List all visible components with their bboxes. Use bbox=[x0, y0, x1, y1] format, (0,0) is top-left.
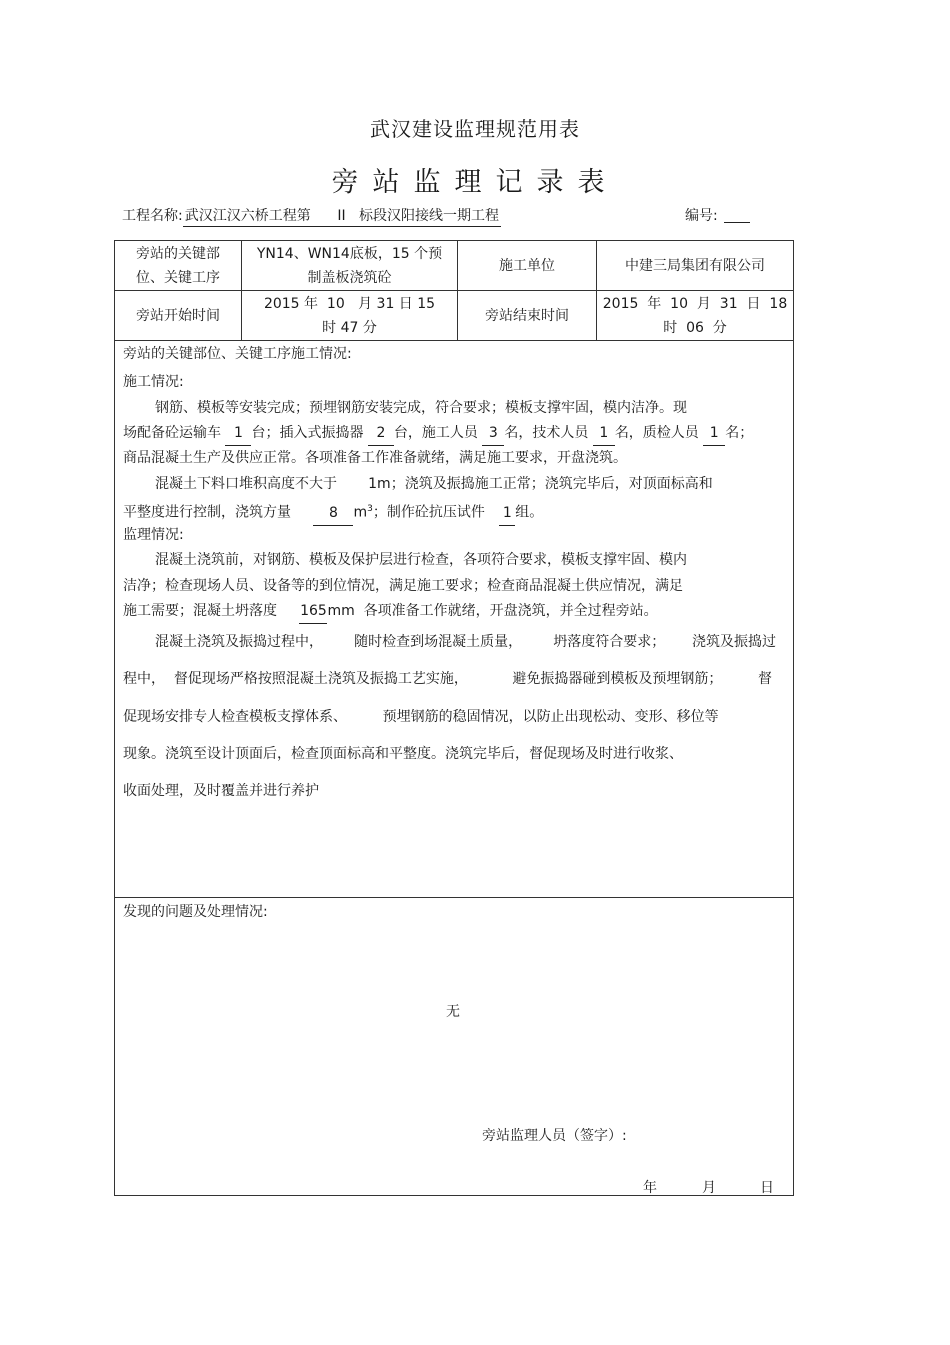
construction-line-1: 钢筋、模板等安装完成；预埋钢筋安装完成，符合要求；模板支撑牢固，模内洁净。现 bbox=[155, 400, 687, 416]
supervision-record-table bbox=[114, 240, 794, 1196]
construction-heading: 施工情况: bbox=[123, 374, 184, 390]
key-part-label-line2: 位、关键工序 bbox=[136, 269, 220, 286]
tech-count: 1 bbox=[593, 421, 615, 446]
c5-pre: 平整度进行控制，浇筑方量 bbox=[123, 504, 291, 521]
supervision-line-8: 收面处理，及时覆盖并进行养护 bbox=[123, 783, 319, 799]
volume-value: 8 bbox=[313, 501, 353, 526]
volume-sup: 3 bbox=[367, 504, 373, 514]
c5-mid: ；制作砼抗压试件 bbox=[372, 504, 485, 521]
volume-unit: m bbox=[353, 504, 368, 521]
start-time-line1: 2015 年 10 月 31 日 15 bbox=[263, 295, 436, 312]
supervision-heading: 监理情况: bbox=[123, 527, 184, 543]
end-time-label: 旁站结束时间 bbox=[458, 291, 597, 341]
construction-line-3: 商品混凝土生产及供应正常。各项准备工作准备就绪，满足施工要求，开盘浇筑。 bbox=[123, 450, 627, 466]
key-part-label-cell bbox=[115, 241, 242, 291]
key-part-label-line1: 旁站的关键部 bbox=[136, 245, 220, 262]
key-part-value-cell bbox=[242, 241, 458, 291]
situation-heading: 旁站的关键部位、关键工序施工情况: bbox=[123, 346, 352, 362]
s3-pre: 施工需要；混凝土坍落度 bbox=[123, 603, 277, 619]
project-label: 工程名称: bbox=[122, 208, 183, 224]
start-time-label: 旁站开始时间 bbox=[115, 291, 242, 341]
truck-count: 1 bbox=[225, 421, 251, 446]
s3-post: mm 各项准备工作就绪，开盘浇筑，并全过程旁站。 bbox=[327, 603, 658, 619]
supervision-line-3 bbox=[123, 599, 658, 624]
specimen-count: 1 bbox=[499, 501, 515, 526]
c5-post: 组。 bbox=[515, 504, 544, 521]
c2-a: 台；插入式振捣器 bbox=[251, 425, 364, 441]
end-time-line1: 2015 年 10 月 31 日 18 bbox=[602, 295, 788, 312]
c2-c: 名，技术人员 bbox=[504, 425, 589, 441]
end-time-value bbox=[597, 291, 794, 341]
supervision-line-5: 程中， 督促现场严格按照混凝土浇筑及振捣工艺实施， 避免振捣器碰到模板及预埋钢筋； 督 bbox=[123, 671, 773, 687]
date-month: 月 bbox=[702, 1180, 716, 1196]
issues-heading: 发现的问题及处理情况: bbox=[123, 904, 268, 920]
date-year: 年 bbox=[643, 1180, 657, 1196]
key-part-value-line1: YN14、WN14底板，15 个预 bbox=[256, 245, 443, 262]
org-title: 武汉建设监理规范用表 bbox=[370, 117, 580, 141]
start-time-line2: 时 47 分 bbox=[322, 319, 377, 336]
slump-value: 165 bbox=[299, 599, 327, 624]
project-name-row bbox=[122, 205, 501, 227]
supervision-line-7: 现象。浇筑至设计顶面后，检查顶面标高和平整度。浇筑完毕后，督促现场及时进行收浆、 bbox=[123, 746, 683, 762]
code-blank bbox=[724, 208, 750, 223]
key-part-value-line2: 制盖板浇筑砼 bbox=[307, 269, 392, 286]
contractor-label: 施工单位 bbox=[458, 241, 597, 291]
supervision-line-6: 促现场安排专人检查模板支撑体系、 预埋钢筋的稳固情况，以防止出现松动、变形、移位等 bbox=[123, 709, 719, 725]
vibrator-count: 2 bbox=[368, 421, 394, 446]
date-day: 日 bbox=[760, 1180, 774, 1196]
c2-pre: 场配备砼运输车 bbox=[123, 425, 221, 441]
signature-label: 旁站监理人员（签字）: bbox=[482, 1128, 627, 1144]
supervision-line-4: 混凝土浇筑及振捣过程中， 随时检查到场混凝土质量， 坍落度符合要求； 浇筑及振捣过 bbox=[155, 634, 777, 650]
form-title: 旁站监理记录表 bbox=[331, 167, 619, 198]
end-time-line2: 时 06 分 bbox=[663, 319, 727, 336]
c2-b: 台，施工人员 bbox=[393, 425, 478, 441]
code-row bbox=[685, 205, 750, 225]
code-label: 编号: bbox=[685, 208, 718, 224]
issues-content: 无 bbox=[446, 1004, 460, 1020]
construction-line-2 bbox=[123, 421, 753, 446]
c2-e: 名； bbox=[725, 425, 754, 441]
worker-count: 3 bbox=[482, 421, 504, 446]
construction-line-4: 混凝土下料口堆积高度不大于 1m；浇筑及振捣施工正常；浇筑完毕后，对顶面标高和 bbox=[155, 476, 713, 492]
contractor-value: 中建三局集团有限公司 bbox=[597, 241, 794, 291]
supervision-line-2: 洁净；检查现场人员、设备等的到位情况，满足施工要求；检查商品混凝土供应情况，满足 bbox=[123, 578, 683, 594]
qc-count: 1 bbox=[703, 421, 725, 446]
situation-cell bbox=[115, 341, 794, 898]
project-value: 武汉江汉六桥工程第 II 标段汉阳接线一期工程 bbox=[183, 205, 501, 227]
construction-line-5 bbox=[123, 497, 543, 526]
start-time-value bbox=[242, 291, 458, 341]
supervision-line-1: 混凝土浇筑前，对钢筋、模板及保护层进行检查，各项符合要求，模板支撑牢固、模内 bbox=[155, 552, 687, 568]
issues-cell bbox=[115, 898, 794, 1196]
c2-d: 名，质检人员 bbox=[614, 425, 699, 441]
